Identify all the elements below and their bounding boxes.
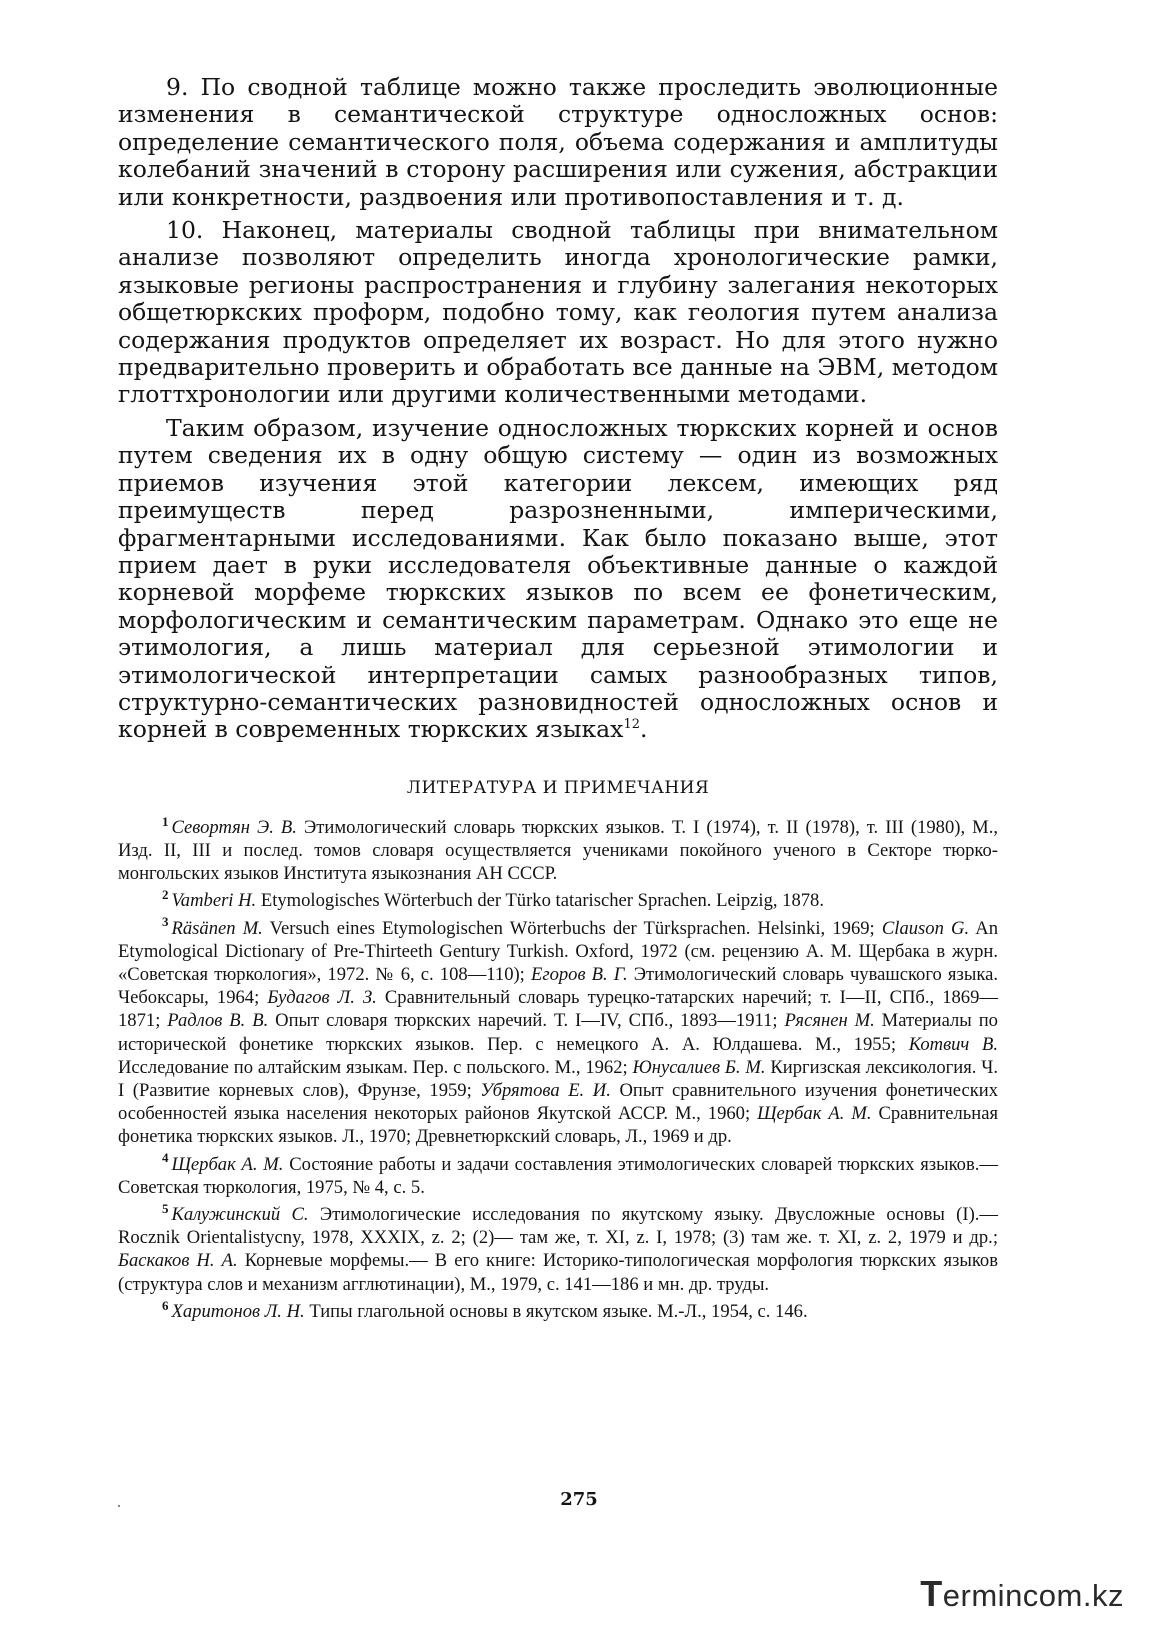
footnote-number: 1: [162, 813, 169, 829]
footnote-author: Харитонов Л. Н.: [171, 1300, 305, 1322]
footnote-text: Материалы по исторической фонетике тюркских языков. Пер. с немецкого А. А. Юлдашева. М., 1955;: [118, 1010, 998, 1055]
footnote-text: Исследование по алтайским языкам. Пер. с польского. М., 1962;: [118, 1056, 633, 1078]
footnote-author: Радлов В. В.: [167, 1010, 269, 1032]
section-title: ЛИТЕРАТУРА И ПРИМЕЧАНИЯ: [406, 777, 710, 798]
footnote-text: Опыт сравнительного изучения фонетических особенностей языка населения некоторых районов Якутской АССР. М., 1960;: [118, 1079, 998, 1125]
footnote-author: Щербак А. М.: [171, 1153, 284, 1175]
footnote-author: Баскаков Н. А.: [118, 1250, 238, 1272]
footnote-author: Юнусалиев Б. М.: [632, 1056, 766, 1078]
footnote-text: Этимологические исследования по якутскому языку. Двусложные основы (I).— Rocznik Orientalistycny, 1978, XXXIX, z. 2; (2)— там же, т. XI, z. I, 1978; (3) там же. т. XI, z. 2, 1979 и др.;: [118, 1204, 999, 1249]
footnote-author: Vamberi H.: [171, 890, 257, 912]
footnote-text: Опыт словаря тюркских наречий. Т. I—IV, СПб., 1893—1911;: [268, 1010, 785, 1032]
site-watermark: [920, 1573, 1124, 1615]
footnote-author: Clauson G.: [881, 917, 970, 939]
footnote-author: Räsänen M.: [171, 917, 263, 939]
footnote-number: 6: [162, 1297, 169, 1313]
footnote-text: Этимологический словарь тюркских языков. Т. I (1974), т. II (1978), т. III (1980), М., Изд. II, III и послед. томов словаря осуществляется учениками покойного ученого в Секторе тюрко-монгольских языков Института языкознания АН СССР.: [118, 816, 999, 885]
footnote-text: Versuch eines Etymologischen Wörterbuchs der Türksprachen. Helsinki, 1969;: [262, 917, 882, 939]
paragraph-conclusion: [118, 415, 998, 744]
page-content: [118, 74, 998, 1327]
footnote-1: [118, 813, 999, 886]
watermark-text: ermincom.kz: [942, 1578, 1124, 1613]
footnote-text: Etymologisches Wörterbuch der Türko tatarischer Sprachen. Leipzig, 1878.: [256, 890, 825, 912]
paragraph-9: 9. По сводной таблице можно также проследить эволюционные изменения в семантической структуре односложных основ: определение семантического поля, объема содержания и амплитуды колебаний значений в сторону расширения или сужения, абстракции или конкретности, раздвоения или противопоставления и т. д.: [118, 73, 998, 211]
footnote-text: Сравнительная фонетика тюркских языков. Л., 1970; Древнетюркский словарь, Л., 1969 и др.: [118, 1103, 998, 1148]
conclusion-end: .: [639, 715, 648, 744]
watermark-initial: T: [920, 1573, 943, 1614]
footnote-3: [118, 914, 998, 1149]
footnote-2: [118, 889, 998, 912]
footnote-number: 3: [162, 914, 169, 930]
footnote-text: Состояние работы и задачи составления этимологических словарей тюркских языков.— Советская тюркология, 1975, № 4, с. 5.: [118, 1153, 998, 1198]
footnote-author: Котвич В.: [908, 1033, 998, 1055]
footnote-author: Убрятова Е. И.: [480, 1079, 611, 1101]
footnote-ref-12: 12: [623, 717, 640, 733]
footnote-author: Будагов Л. З.: [267, 987, 377, 1009]
footnote-author: Щербак А. М.: [757, 1103, 872, 1125]
footnote-number: 2: [162, 887, 169, 903]
conclusion-text: Таким образом, изучение односложных тюркских корней и основ путем сведения их в одну общую систему — один из возможных приемов изучения этой категории лексем, имеющих ряд преимуществ перед разрозненными, империческими, фрагментарными исследованиями. Как было показано выше, этот прием дает в руки исследователя объективные данные о каждой корневой морфеме тюркских языков по всем ее фонетическим, морфологическим и семантическим параметрам. Однако это еще не этимология, а лишь материал для серьезной этимологии и этимологической интерпретации самых разнообразных типов, структурно-семантических разновидностей односложных основ и корней в современных тюркских языках: [118, 413, 998, 744]
footnote-text: Сравнительный словарь турецко-татарских наречий; т. I—II, СПб., 1869—1871;: [118, 987, 998, 1032]
footnote-number: 4: [162, 1150, 169, 1166]
footnote-5: [118, 1200, 999, 1296]
footnote-text: Корневые морфемы.— В его книге: Историко-типологическая морфология тюркских языков (структура слов и механизм агглютинации), М., 1979, с. 141—186 и мн. др. труды.: [118, 1250, 998, 1295]
footnote-author: Севортян Э. В.: [171, 816, 297, 838]
footnote-author: Калужинский С.: [171, 1204, 309, 1225]
paragraph-10: 10. Наконец, материалы сводной таблицы при внимательном анализе позволяют определить иногда хронологические рамки, языковые регионы распространения и глубину залегания некоторых общетюркских проформ, подобно тому, как геология путем анализа содержания продуктов определяет их возраст. Но для этого нужно предварительно проверить и обработать все данные на ЭВМ, методом глоттхронологии или другими количественными методами.: [118, 216, 998, 409]
page-number: 275: [560, 1489, 598, 1510]
footnote-author: Егоров В. Г.: [530, 963, 628, 985]
footnote-text: Типы глагольной основы в якутском языке. М.-Л., 1954, с. 146.: [304, 1300, 808, 1322]
footnote-text: Киргизская лексикология. Ч. I (Развитие корневых слов), Фрунзе, 1959;: [118, 1056, 998, 1101]
footnote-number: 5: [162, 1200, 169, 1216]
footnote-author: Рясянен М.: [784, 1010, 875, 1032]
footnote-6: [118, 1297, 998, 1323]
footnote-text: Этимологический словарь чувашского языка. Чебоксары, 1964;: [118, 963, 998, 1009]
footnote-4: [118, 1150, 998, 1199]
footnote-text: An Etymological Dictionary of Pre-Thirteeth Gentury Turkish. Oxford, 1972 (см. рецензию А. М. Щербака в журн. «Советская тюркология», 1972. № 6, с. 108—110);: [118, 917, 998, 985]
